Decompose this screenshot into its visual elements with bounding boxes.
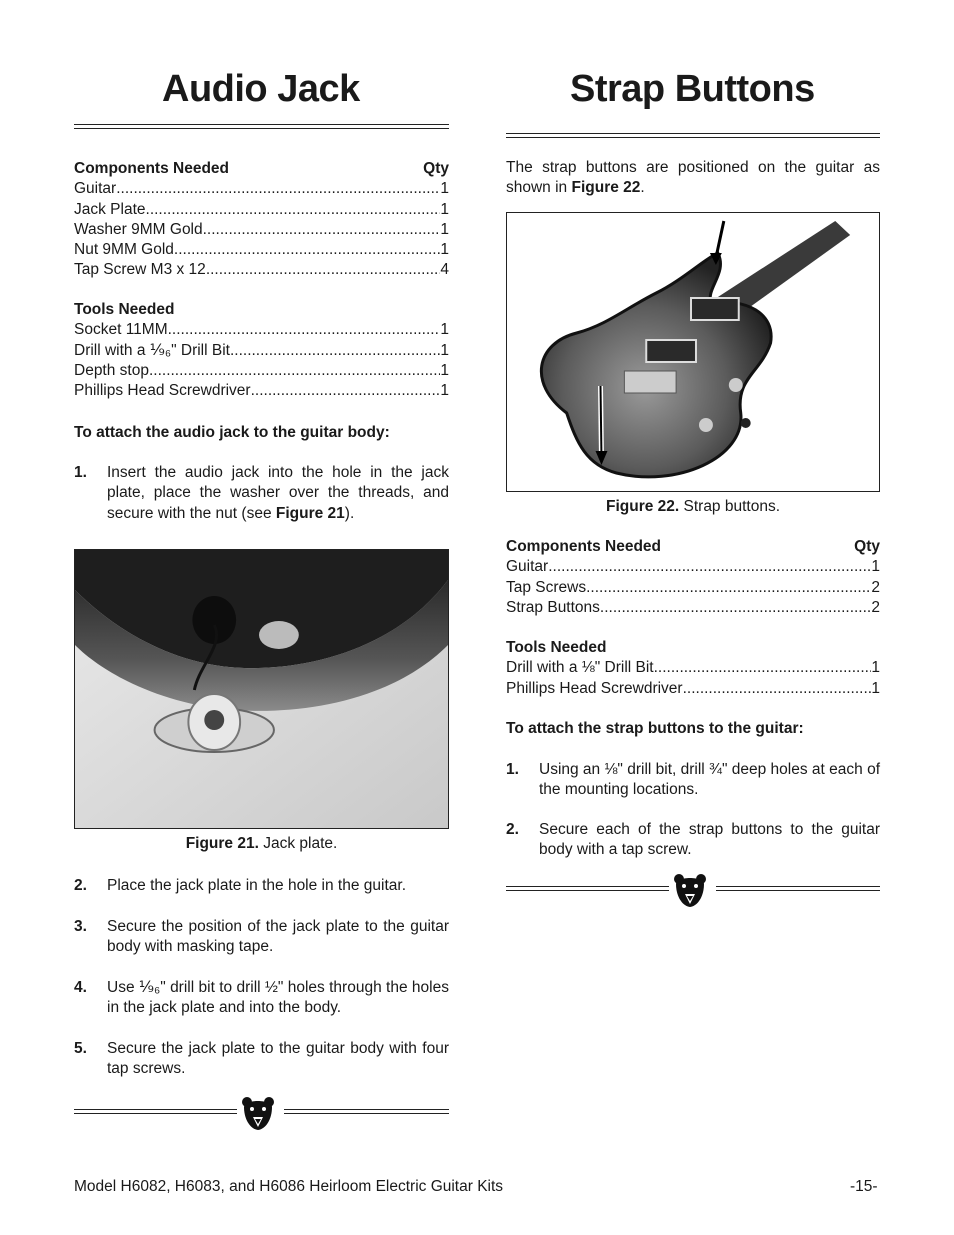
section-end-divider [506,872,880,908]
tools-list [506,638,880,699]
section-end-divider [74,1095,449,1131]
list-item: Drill with a ⅛" Drill Bit ..... 1 [506,658,880,678]
list-item: Guitar ..... 1 [506,557,880,577]
strap-step-2: 2. Secure each of the strap buttons to the guitar body with a tap screw. [506,821,880,859]
audio-jack-title: Audio Jack [162,68,360,110]
step-5: 5. Secure the jack plate to the guitar body with four tap screws. [74,1040,449,1078]
tools-list [74,300,449,401]
figure-22-guitar-photo [506,212,880,492]
tools-header: Tools Needed [74,301,175,318]
bear-logo-icon [240,1095,276,1131]
tools-header: Tools Needed [506,639,607,656]
footer-model: Model H6082, H6083, and H6086 Heirloom Electric Guitar Kits [74,1178,504,1195]
components-list [506,537,880,618]
strap-intro: The strap buttons are positioned on the guitar as shown in Figure 22. [506,159,880,197]
list-item: Tap Screws ..... 2 [506,578,880,598]
instructions-heading: To attach the audio jack to the guitar body: [74,424,390,441]
step-1: 1. Insert the audio jack into the hole in the jack plate, place the washer over the threads, and secure with the nut (see Figure 21). [74,464,449,522]
list-item: Washer 9MM Gold ..... 1 [74,220,449,240]
figure-21-jack-plate-photo [74,549,449,829]
list-item: Guitar ..... 1 [74,179,449,199]
title-rule [74,124,449,129]
strap-buttons-title: Strap Buttons [570,68,815,110]
list-item: Socket 11MM ..... 1 [74,320,449,340]
title-rule [506,133,880,138]
step-2: 2. Place the jack plate in the hole in the guitar. [74,877,407,894]
list-item: Jack Plate ..... 1 [74,200,449,220]
strap-step-1: 1. Using an ⅛" drill bit, drill ¾" deep holes at each of the mounting locations. [506,761,880,799]
figure-22-caption: Figure 22. Strap buttons. [605,498,781,515]
components-header: Components Needed Qty [506,538,880,555]
step-3: 3. Secure the position of the jack plate to the guitar body with masking tape. [74,918,449,956]
page-number: -15- [850,1178,878,1195]
list-item: Depth stop ..... 1 [74,361,449,381]
list-item: Tap Screw M3 x 12 ..... 4 [74,260,449,280]
figure-21-caption: Figure 21. Jack plate. [185,835,338,852]
list-item: Phillips Head Screwdriver ..... 1 [506,679,880,699]
list-item: Drill with a ⅑₆" Drill Bit ..... 1 [74,341,449,361]
instructions-heading: To attach the strap buttons to the guitar: [506,720,804,737]
list-item: Strap Buttons ..... 2 [506,598,880,618]
components-header: Components Needed Qty [74,160,449,177]
list-item: Phillips Head Screwdriver ..... 1 [74,381,449,401]
list-item: Nut 9MM Gold ..... 1 [74,240,449,260]
components-list [74,159,449,281]
bear-logo-icon [672,872,708,908]
step-4: 4. Use ⅑₆" drill bit to drill ½" holes through the holes in the jack plate and into the body. [74,979,449,1017]
